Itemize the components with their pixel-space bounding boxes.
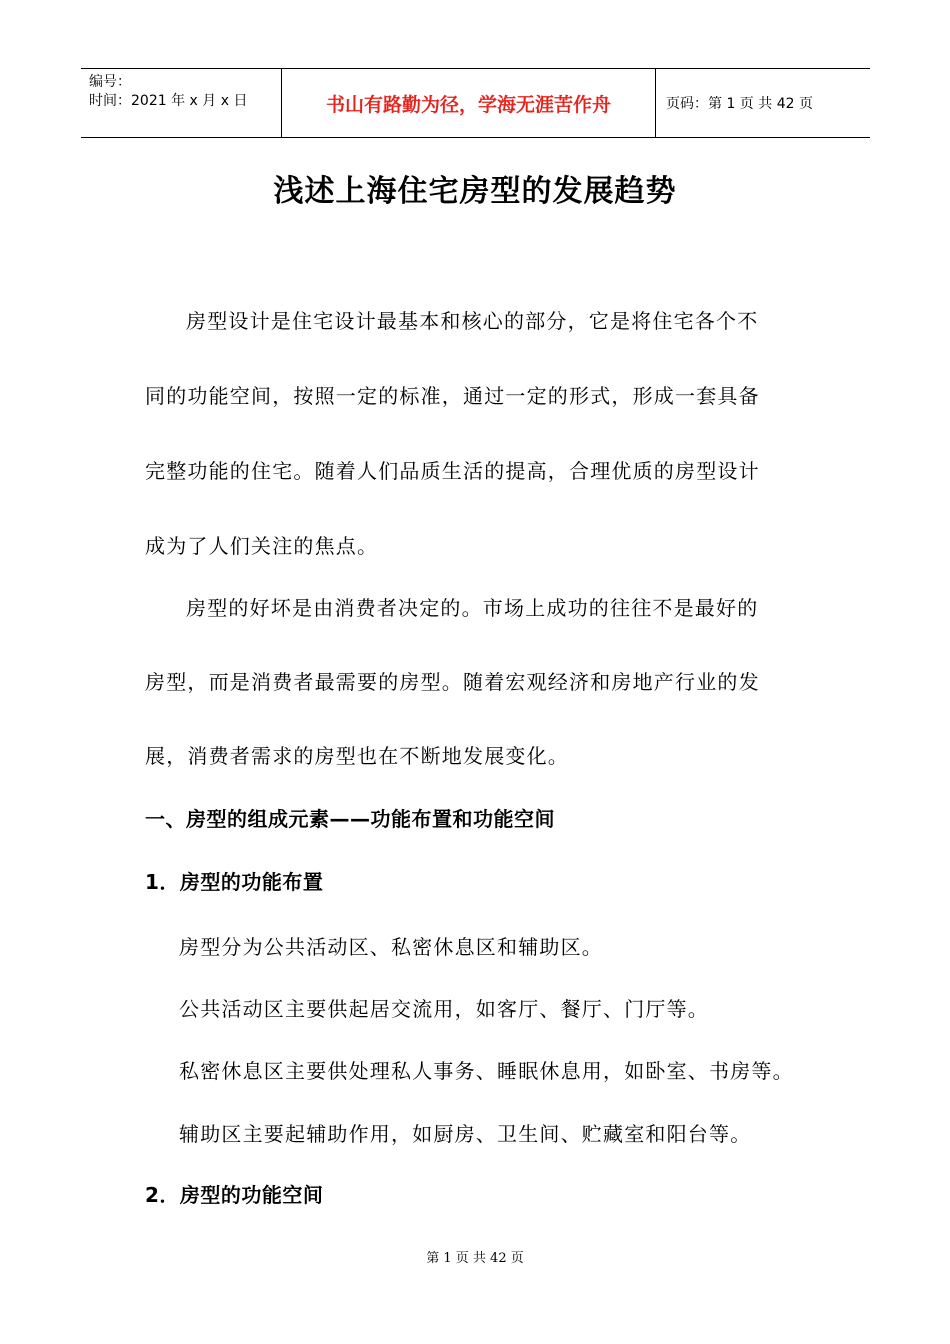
body-line: 房型分为公共活动区、私密休息区和辅助区。 [179,935,603,959]
header-table [81,68,870,138]
number-label: 编号： [89,74,131,90]
header-motto: 书山有路勤为径，学海无涯苦作舟 [282,69,656,137]
body-line: 辅助区主要起辅助作用，如厨房、卫生间、贮藏室和阳台等。 [179,1122,752,1146]
section-heading: 一、房型的组成元素——功能布置和功能空间 [145,807,555,831]
body-line: 完整功能的住宅。随着人们品质生活的提高，合理优质的房型设计 [145,459,760,483]
body-line: 房型设计是住宅设计最基本和核心的部分，它是将住宅各个不 [186,309,759,333]
body-line: 展，消费者需求的房型也在不断地发展变化。 [145,744,569,768]
header-page-info: 页码：第 1 页 共 42 页 [666,96,813,112]
body-line: 房型，而是消费者最需要的房型。随着宏观经济和房地产行业的发 [145,670,760,694]
body-line: 私密休息区主要供处理私人事务、睡眠休息用，如卧室、书房等。 [179,1059,794,1083]
subsection-heading: 2．房型的功能空间 [145,1183,324,1207]
body-line: 成为了人们关注的焦点。 [145,534,379,558]
time-label: 时间：2021 年 x 月 x 日 [89,93,248,109]
subsection-heading: 1．房型的功能布置 [145,870,324,894]
body-line: 同的功能空间，按照一定的标准，通过一定的形式，形成一套具备 [145,384,760,408]
page-title: 浅述上海住宅房型的发展趋势 [273,174,677,209]
header-meta [81,69,282,137]
body-line: 公共活动区主要供起居交流用，如客厅、餐厅、门厅等。 [179,997,709,1021]
body-line: 房型的好坏是由消费者决定的。市场上成功的往往不是最好的 [186,596,759,620]
page-footer: 第 1 页 共 42 页 [426,1251,524,1266]
